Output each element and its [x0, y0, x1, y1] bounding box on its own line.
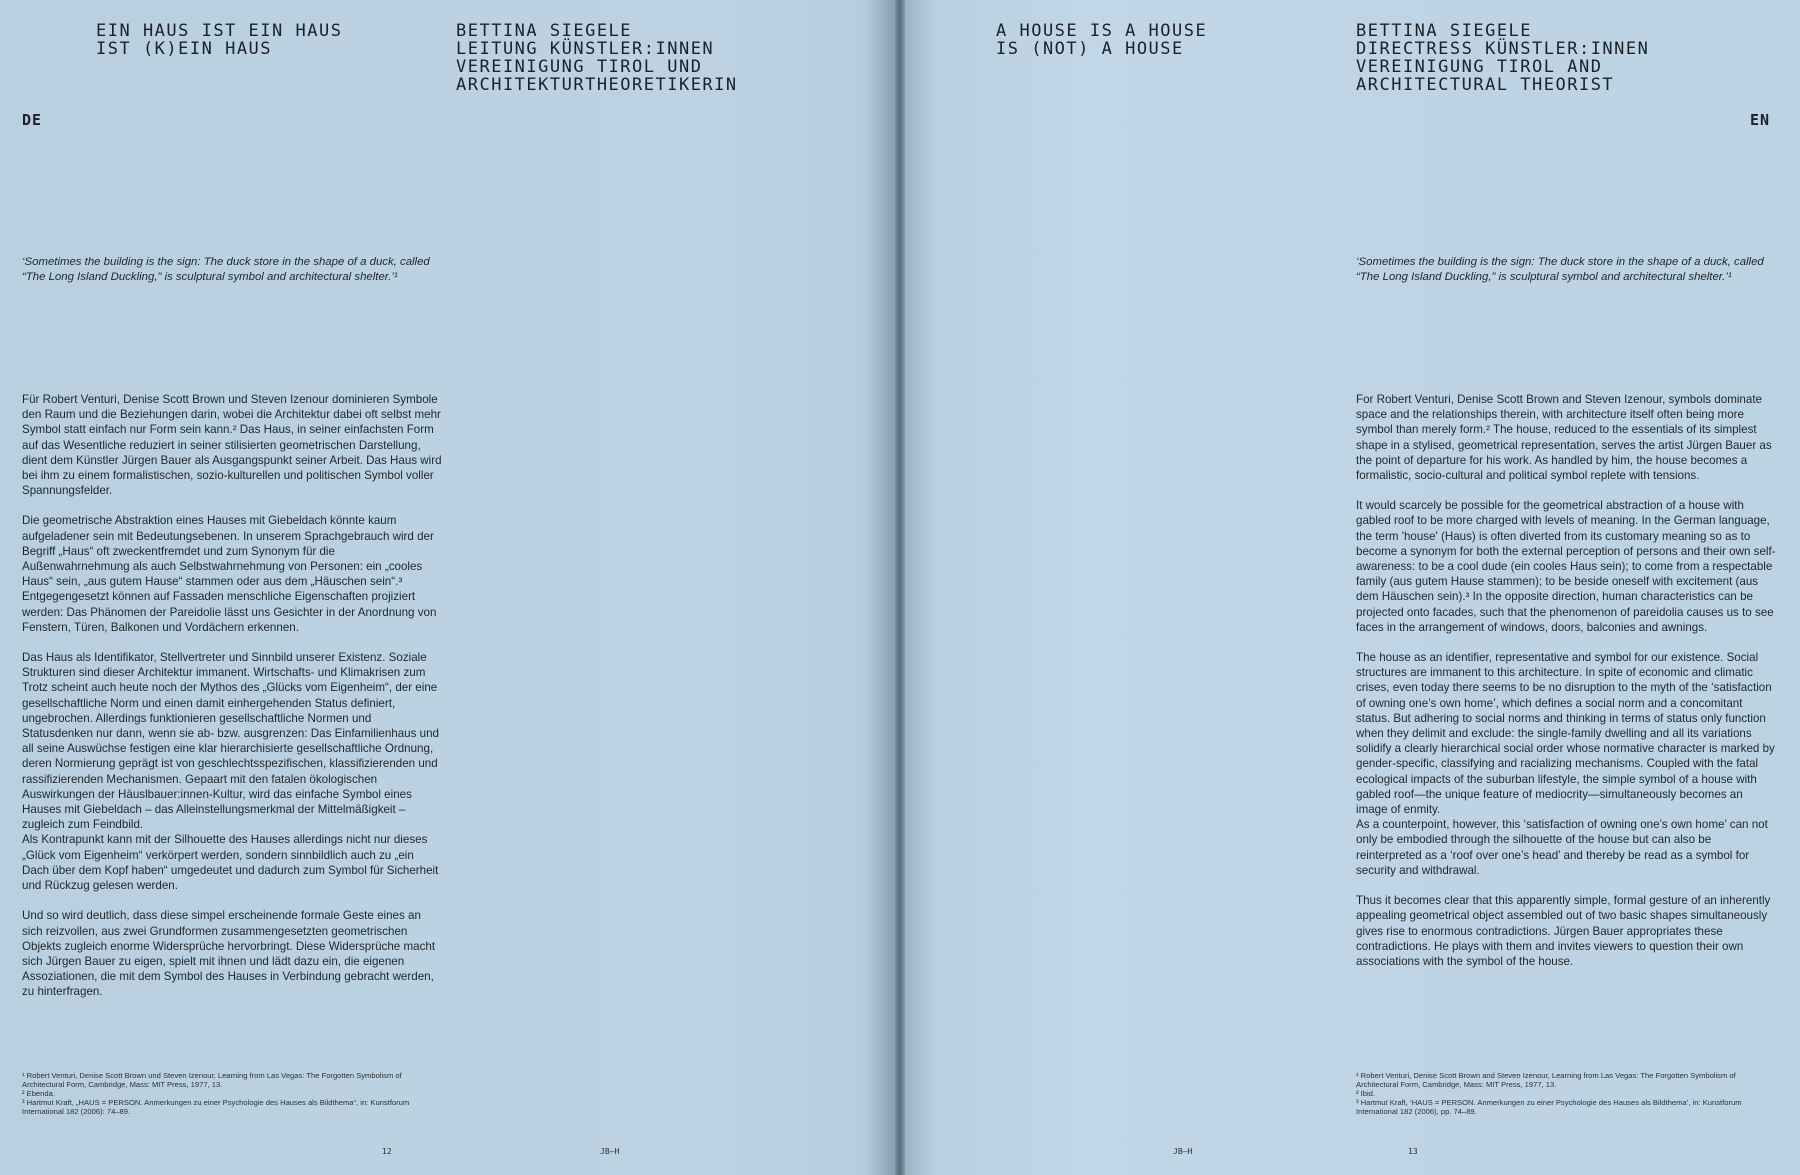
footnote: ³ Hartmut Kraft, „HAUS = PERSON. Anmerkungen zu einer Psychologie des Hauses als Bildthema“, in: Kunstforum International 182 (2006): 74–89. [22, 1098, 410, 1116]
body-text-en [1356, 392, 1776, 984]
paragraph: It would scarcely be possible for the geometrical abstraction of a house with gabled roof to be more charged with levels of meaning. In the German language, the term 'house' (Haus) is often diverted from its customary meaning so as to become a synonym for both the external perception of persons and their own self-awareness: to be a cool dude (ein cooles Haus sein); to come from a respectable family (aus gutem Hause stammen); to be beside oneself with excitement (aus dem Häuschen sein).³ In the opposite direction, human characteristics can be projected onto facades, such that the phenomenon of pareidolia causes us to see faces in the arrangement of windows, doors, balconies and awnings. [1356, 499, 1776, 634]
epigraph-quote-de: ‘Sometimes the building is the sign: The duck store in the shape of a duck, called “The Long Island Duckling,” is sculptural symbol and architectural shelter.’¹ [22, 256, 430, 283]
article-title-en: A HOUSE IS A HOUSE IS (NOT) A HOUSE [996, 21, 1208, 59]
paragraph: Und so wird deutlich, dass diese simpel erscheinende formale Geste eines an sich reizvollen, aus zwei Grundformen zusammengesetzten geometrischen Objekts zugleich enorme Widersprüche hervorbringt. Diese Widersprüche macht sich Jürgen Bauer zu eigen, spielt mit ihnen und lädt dazu ein, die eigenen Assoziationen, die mit dem Symbol des Hauses in Verbindung gebracht werden, zu hinterfragen. [22, 909, 436, 999]
footnotes-en [1356, 1071, 1776, 1116]
paragraph: Thus it becomes clear that this apparently simple, formal gesture of an inherently appealing geometrical object assembled out of two basic shapes simultaneously gives rise to enormous contradictions. Jürgen Bauer appropriates these contradictions. He plays with them and invites viewers to question their own associations with the symbol of the house. [1356, 894, 1771, 968]
article-title-de: EIN HAUS IST EIN HAUS IST (K)EIN HAUS [96, 21, 343, 59]
running-foot-right: JB—H [1173, 1147, 1193, 1156]
epigraph-quote-en: ‘Sometimes the building is the sign: The duck store in the shape of a duck, called “The Long Island Duckling,” is sculptural symbol and architectural shelter.’¹ [1356, 256, 1764, 283]
footnote: ¹ Robert Venturi, Denise Scott Brown and Steven Izenour, Learning from Las Vegas: The Forgotten Symbolism of Architectural Form, Cambridge, Mass: MIT Press, 1977, 13. [1356, 1071, 1736, 1089]
footnote: ¹ Robert Venturi, Denise Scott Brown und Steven Izenour, Learning from Las Vegas: The Forgotten Symbolism of Architectural Form, Cambridge, Mass: MIT Press, 1977, 13. [22, 1071, 402, 1089]
footnote: ³ Hartmut Kraft, ‘HAUS = PERSON. Anmerkungen zu einer Psychologie des Hauses als Bildthema’, in: Kunstforum International 182 (2006), pp. 74–89. [1356, 1098, 1742, 1116]
language-marker-de: DE [22, 111, 43, 129]
paragraph: The house as an identifier, representative and symbol for our existence. Social structures are immanent to this architecture. In spite of economic and climatic crises, even today there seems to be no disruption to the myth of the ‘satisfaction of owning one’s own home’, which defines a social norm and a concomitant status. But adhering to social norms and thinking in terms of status only function when they delimit and exclude: the single-family dwelling and all its variations solidify a clearly hierarchical social order whose normative character is marked by gender-specific, classifying and racializing mechanisms. Coupled with the fatal ecological impacts of the suburban lifestyle, the simple symbol of a house with gabled roof—the unique feature of mediocrity—simultaneously becomes an image of enmity. As a counterpoint, however, this ‘satisfaction of owning one’s own home’ can not only be embodied through the silhouette of the house but can also be reinterpreted as a ‘roof over one’s head’ and thereby be read as a symbol for security and withdrawal. [1356, 651, 1775, 877]
author-byline-de: BETTINA SIEGELE LEITUNG KÜNSTLER:INNEN VEREINIGUNG TIROL UND ARCHITEKTURTHEORETIKERIN [456, 21, 738, 95]
paragraph: Für Robert Venturi, Denise Scott Brown und Steven Izenour dominieren Symbole den Raum und die Beziehungen darin, wobei die Architektur dabei oft selbst mehr Symbol statt einfach nur Form sein kann.² Das Haus, in seiner einfachsten Form auf das Wesentliche reduziert in seiner stilisierten geometrischen Darstellung, dient dem Künstler Jürgen Bauer als Ausgangspunkt seiner Arbeit. Das Haus wird bei ihm zu einem formalistischen, sozio-kulturellen und politischen Symbol voller Spannungsfelder. [22, 393, 442, 498]
footnote: ² Ebenda. [22, 1089, 55, 1098]
running-foot-left: JB—H [600, 1147, 620, 1156]
footnote: ² Ibid. [1356, 1089, 1375, 1098]
right-page [903, 0, 1800, 1175]
author-byline-en: BETTINA SIEGELE DIRECTRESS KÜNSTLER:INNEN VEREINIGUNG TIROL AND ARCHITECTURAL THEORIST [1356, 21, 1650, 95]
left-page [0, 0, 897, 1175]
paragraph: For Robert Venturi, Denise Scott Brown and Steven Izenour, symbols dominate space and the relationships therein, with architecture itself often being more symbol than merely form.² The house, reduced to the essentials of its simplest shape in a stylised, geometrical representation, serves the artist Jürgen Bauer as the point of departure for his work. As handled by him, the house becomes a formalistic, socio-cultural and political symbol replete with tensions. [1356, 393, 1772, 483]
paragraph: Die geometrische Abstraktion eines Hauses mit Giebeldach könnte kaum aufgeladener sein mit Bedeutungsebenen. In unserem Sprachgebrauch wird der Begriff „Haus“ oft zweckentfremdet und zum Synonym für die Außenwahrnehmung als auch Selbstwahrnehmung von Personen: ein „cooles Haus“ sein, „aus gutem Hause“ stammen oder aus dem „Häuschen sein“.³ Entgegengesetzt können auf Fassaden menschliche Eigenschaften projiziert werden: Das Phänomen der Pareidolie lässt uns Gesichter in der Anordnung von Fenstern, Türen, Balkonen und Vordächern erkennen. [22, 514, 437, 634]
footnotes-de [22, 1071, 442, 1116]
body-text-de [22, 392, 442, 1015]
paragraph: Das Haus als Identifikator, Stellvertreter und Sinnbild unserer Existenz. Soziale Strukturen sind dieser Architektur immanent. Wirtschafts- und Klimakrisen zum Trotz scheint auch heute noch der Mythos des „Glücks vom Eigenheim“, der eine gesellschaftliche Norm und einen damit einhergehenden Status definiert, ungebrochen. Allerdings funktionieren gesellschaftliche Normen und Statusdenken nur dann, wenn sie ab- bzw. ausgrenzen: Das Einfamilienhaus und all seine Auswüchse festigen eine klar hierarchisierte gesellschaftliche Ordnung, deren Normierung geprägt ist von geschlechtsspezifischen, klassifizierenden und rassifizierenden Mechanismen. Gepaart mit den fatalen ökologischen Auswirkungen der Häuslbauer:innen-Kultur, wird das einfache Symbol eines Hauses mit Giebeldach – das Alleinstellungsmerkmal der Mittelmäßigkeit – zugleich zum Feindbild. Als Kontrapunkt kann mit der Silhouette des Hauses allerdings nicht nur dieses „Glück vom Eigenheim“ verkörpert werden, sondern sinnbildlich auch zu „ein Dach über dem Kopf haben“ umgedeutet und dadurch zum Symbol für Sicherheit und Rückzug gelesen werden. [22, 651, 439, 893]
page-number-left: 12 [382, 1147, 392, 1156]
language-marker-en: EN [1750, 111, 1771, 129]
page-number-right: 13 [1408, 1147, 1418, 1156]
